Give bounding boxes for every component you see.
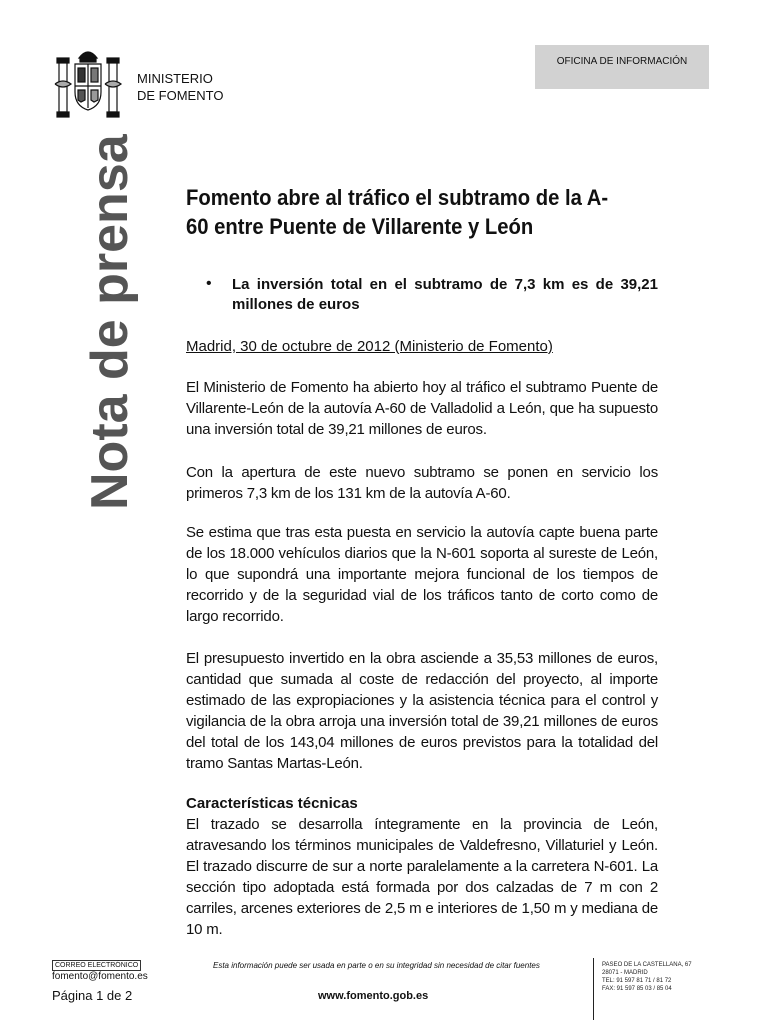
email-link[interactable]: fomento@fomento.es bbox=[52, 971, 148, 982]
paragraph-1: El Ministerio de Fomento ha abierto hoy al tráfico el subtramo Puente de Villarente-León de la autovía A-60 de Valladolid a León, que ha supuesto una inversión total de 39,21 millones de euros. bbox=[186, 379, 658, 438]
website-link[interactable]: www.fomento.gob.es bbox=[318, 990, 429, 1002]
paragraph-4: El presupuesto invertido en la obra asciende a 35,53 millones de euros, cantidad que sumada al coste de redacción del proyecto, al importe estimado de las expropiaciones y la asistencia técnica para el control y vigilancia de la obra arroja una inversión total de 39,21 millones de euros del total de los 143,04 millones de euros previstos para la totalidad del tramo Santas Martas-León. bbox=[186, 650, 658, 772]
highlight-bullet: La inversión total en el subtramo de 7,3 km es de 39,21 millones de euros bbox=[232, 276, 658, 313]
ministry-line-2: DE FOMENTO bbox=[137, 88, 224, 103]
paragraph-3: Se estima que tras esta puesta en servicio la autovía capte buena parte de los 18.000 vehículos diarios que la N-601 soporta al sureste de León, lo que supondrá una importante mejora funcional de los tiempos de recorrido y de la seguridad vial de los tráficos tanto de corto como de largo recorrido. bbox=[186, 524, 658, 625]
bullet-dot-icon: • bbox=[206, 275, 212, 292]
page-number: Página 1 de 2 bbox=[52, 988, 133, 1003]
coat-of-arms-logo bbox=[53, 44, 123, 122]
dateline: Madrid, 30 de octubre de 2012 (Ministerio de Fomento) bbox=[186, 338, 553, 355]
footer-divider bbox=[593, 958, 594, 1020]
ministry-line-1: MINISTERIO bbox=[137, 71, 213, 86]
paragraph-2: Con la apertura de este nuevo subtramo se ponen en servicio los primeros 7,3 km de los 131 km de la autovía A-60. bbox=[186, 464, 658, 502]
section-paragraph: El trazado se desarrolla íntegramente en la provincia de León, atravesando los términos municipales de Valdefresno, Villaturiel y León. El trazado discurre de sur a norte paralelamente a la carretera N-601. La sección tipo adoptada está formada por dos calzadas de 7 m con 2 carriles, arcenes exteriores de 2,5 m e interiores de 1,50 m y mediana de 10 m. bbox=[186, 816, 658, 938]
address-line: PASEO DE LA CASTELLANA, 67 bbox=[602, 962, 692, 968]
section-heading: Características técnicas bbox=[186, 795, 358, 812]
office-box bbox=[535, 45, 709, 89]
email-label: CORREO ELECTRÓNICO bbox=[52, 960, 141, 971]
office-label: OFICINA DE INFORMACIÓN bbox=[556, 56, 688, 67]
address-line: FAX: 91 597 85 03 / 85 04 bbox=[602, 986, 672, 992]
ministry-name bbox=[137, 70, 223, 104]
press-note-side-label: Nota de prensa bbox=[81, 134, 139, 510]
address-line: 28071 - MADRID bbox=[602, 970, 648, 976]
address-line: TEL: 91 597 81 71 / 81 72 bbox=[602, 978, 672, 984]
document-title: Fomento abre al tráfico el subtramo de la A-60 entre Puente de Villarente y León bbox=[186, 185, 609, 239]
disclaimer: Esta información puede ser usada en parte o en su integridad sin necesidad de citar fuentes bbox=[213, 961, 540, 970]
